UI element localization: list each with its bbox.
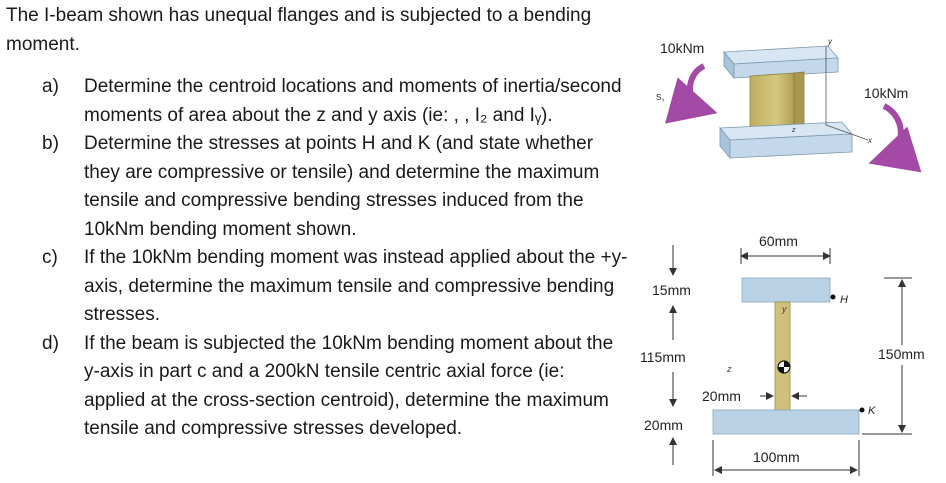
dim-web-thickness: 20mm	[702, 388, 741, 404]
question-label: d)	[42, 332, 59, 354]
section-axis-z: z	[727, 364, 732, 374]
dim-top-thickness: 15mm	[652, 282, 691, 298]
problem-text	[6, 2, 631, 444]
problem-intro: The I-beam shown has unequal flanges and is subjected to a bending moment.	[6, 5, 592, 55]
question-d	[6, 330, 631, 444]
question-label: c)	[42, 247, 58, 268]
question-text: Determine the stresses at points H and K (and state whether they are compressive or tensile) and determine the maximum tensile and compressive bending stresses induced from the 10kNm bending moment shown.	[84, 133, 600, 240]
point-h-marker	[831, 295, 836, 300]
web-front-face	[750, 73, 794, 131]
question-b	[6, 130, 631, 244]
point-h-label: H	[840, 294, 848, 306]
question-text: If the beam is subjected the 10kNm bending moment about the y-axis in part c and a 200kN tensile centric axial force (ie: applied at the cross-section centroid), determine the maximum tensile and compressive stresses developed.	[84, 332, 614, 439]
beam-figure	[632, 0, 946, 483]
question-label: a)	[42, 76, 59, 97]
dim-bottom-width: 100mm	[753, 449, 800, 465]
cross-section	[640, 233, 925, 476]
question-text: If the 10kNm bending moment was instead applied about the +y-axis, determine the maximum tensile and compressive bending stresses.	[84, 247, 628, 325]
top-flange	[742, 278, 830, 302]
label-s: s,	[656, 91, 665, 103]
question-a	[6, 73, 631, 130]
section-axis-y: y	[782, 304, 787, 314]
beam-3d	[720, 37, 873, 158]
question-c	[6, 244, 631, 330]
web	[775, 302, 790, 410]
question-text: Determine the centroid locations and moments of inertia/second moments of area about the z and y axis (ie: , , I₂ and Iᵧ).	[84, 76, 622, 126]
moment-left-arrow	[690, 66, 706, 110]
axis-y-label: y	[828, 37, 832, 46]
question-label: b)	[42, 133, 59, 154]
point-k-marker	[860, 408, 865, 413]
axis-z-label: z	[792, 127, 796, 134]
moment-right-label: 10kNm	[864, 85, 909, 101]
bottom-flange	[713, 410, 859, 434]
moment-right-arrow	[880, 106, 901, 160]
dim-web-height: 115mm	[640, 349, 686, 365]
dim-top-width: 60mm	[759, 233, 798, 249]
axis-x-label: x	[868, 136, 872, 145]
web-side-face	[794, 72, 804, 128]
moment-left-label: 10kNm	[660, 40, 705, 56]
dim-bottom-thickness: 20mm	[644, 417, 683, 433]
point-k-label: K	[868, 405, 876, 417]
dim-total-height: 150mm	[878, 346, 925, 362]
